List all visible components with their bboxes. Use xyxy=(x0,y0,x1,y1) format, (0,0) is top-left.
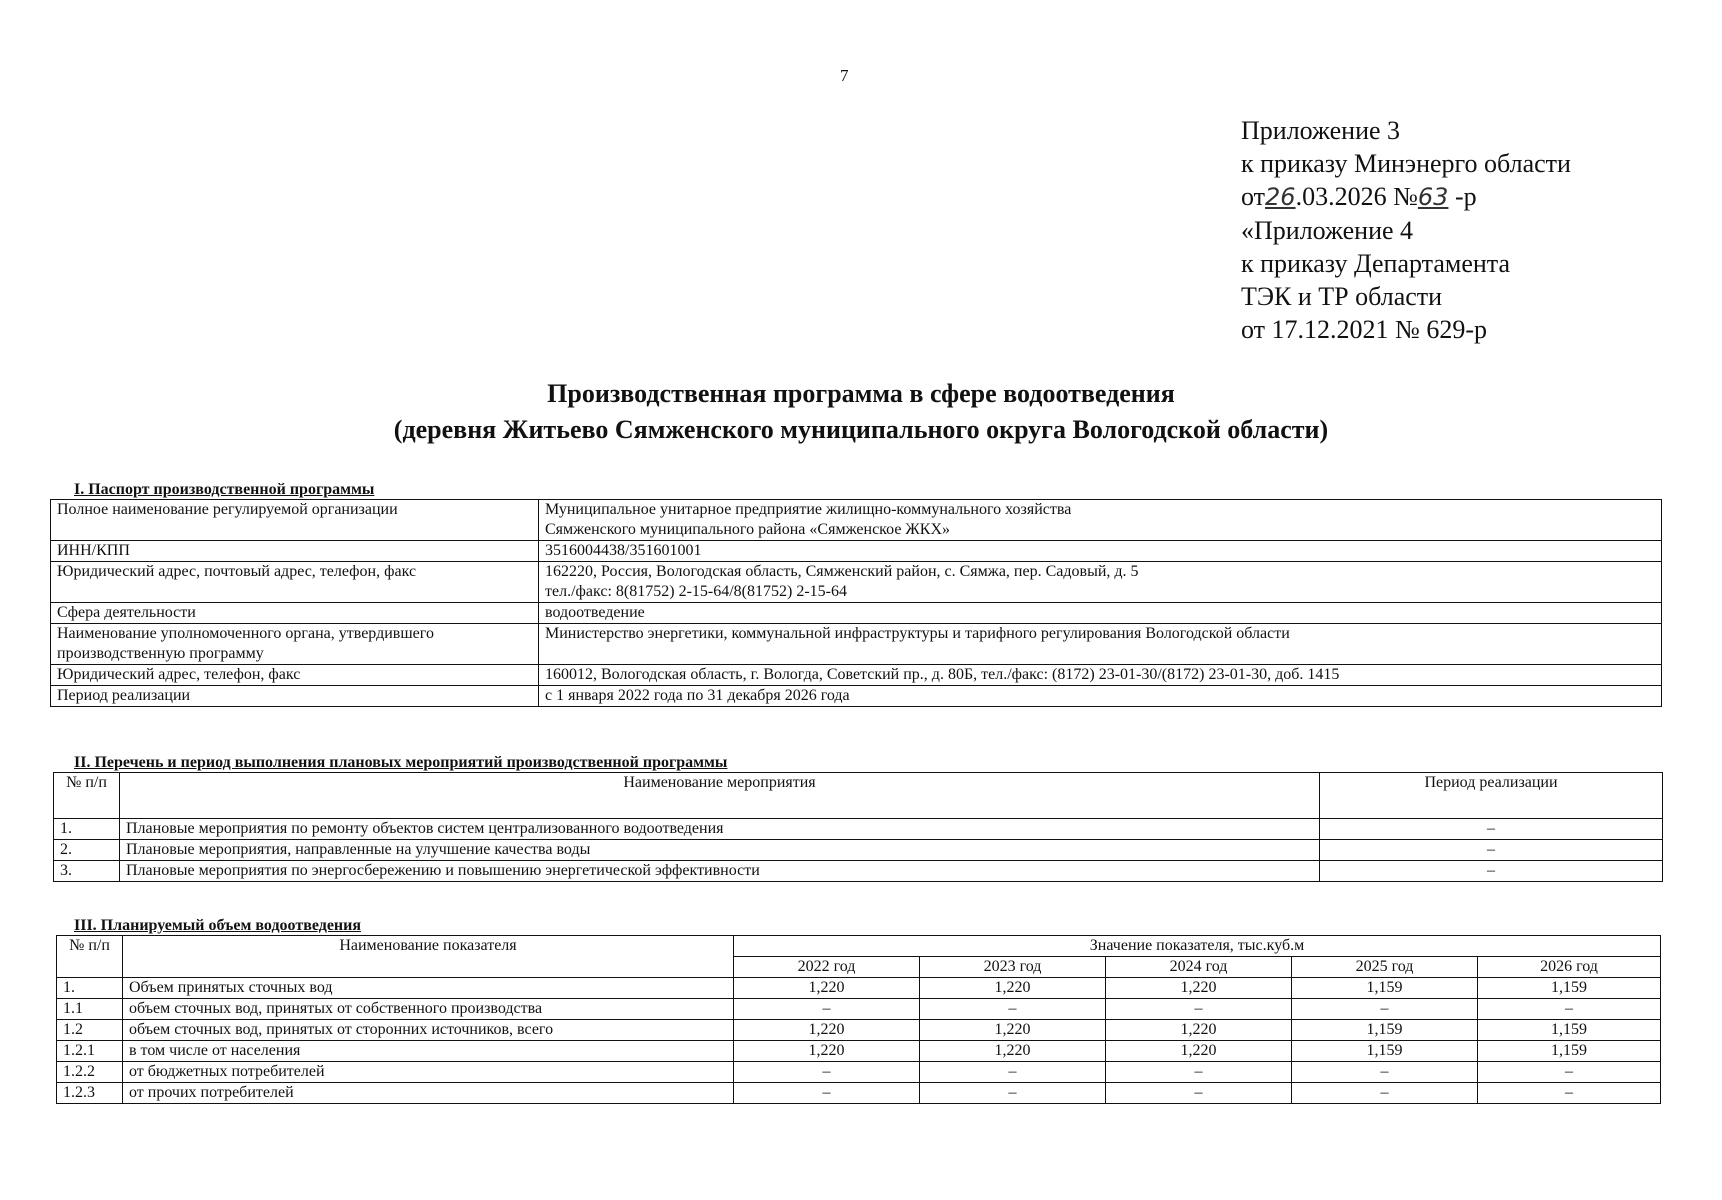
header-year: 2025 год xyxy=(1292,957,1478,978)
row-num: 1.2.2 xyxy=(57,1062,123,1083)
appendix-order-mid: .03.2026 № xyxy=(1295,182,1418,211)
row-value: 1,220 xyxy=(1106,1041,1292,1062)
passport-value: Министерство энергетики, коммунальной инфраструктуры и тарифного регулирования Вологодской области xyxy=(539,624,1662,665)
appendix-line: «Приложение 4 xyxy=(1241,216,1414,245)
row-value: – xyxy=(734,1083,920,1104)
row-name: Плановые мероприятия по ремонту объектов систем централизованного водоотведения xyxy=(120,819,1320,840)
passport-value: с 1 января 2022 года по 31 декабря 2026 года xyxy=(539,686,1662,707)
header-name: Наименование показателя xyxy=(123,936,734,978)
row-num: 1. xyxy=(57,978,123,999)
table-row xyxy=(57,978,1661,999)
appendix-order-suffix: -р xyxy=(1448,182,1477,211)
table-row xyxy=(57,999,1661,1020)
table-row xyxy=(51,562,1662,603)
row-name: Плановые мероприятия по энергосбережению и повышению энергетической эффективности xyxy=(120,861,1320,882)
table-row xyxy=(57,1083,1661,1104)
row-num: 1. xyxy=(54,819,120,840)
appendix-block xyxy=(1241,114,1571,346)
row-period: – xyxy=(1320,840,1663,861)
passport-label: Юридический адрес, телефон, факс xyxy=(51,665,539,686)
page-number: 7 xyxy=(840,66,849,85)
passport-table xyxy=(50,499,1662,707)
row-value: – xyxy=(734,999,920,1020)
row-value: 1,159 xyxy=(1478,1041,1661,1062)
passport-label: Сфера деятельности xyxy=(51,603,539,624)
row-value: 1,220 xyxy=(920,978,1106,999)
appendix-line: к приказу Минэнерго области xyxy=(1241,149,1571,178)
passport-value: 162220, Россия, Вологодская область, Сямженский район, с. Сямжа, пер. Садовый, д. 5 тел./факс: 8(81752) 2-15-64/8(81752) 2-15-64 xyxy=(539,562,1662,603)
row-value: – xyxy=(920,999,1106,1020)
table-row xyxy=(54,819,1663,840)
table-row xyxy=(57,1041,1661,1062)
handwritten-day: 26 xyxy=(1265,183,1296,211)
passport-value: 160012, Вологодская область, г. Вологда, Советский пр., д. 80Б, тел./факс: (8172) 23-01-30/(8172) 23-01-30, доб. 1415 xyxy=(539,665,1662,686)
row-num: 1.2 xyxy=(57,1020,123,1041)
row-value: 1,159 xyxy=(1478,978,1661,999)
row-value: – xyxy=(920,1083,1106,1104)
header-name: Наименование мероприятия xyxy=(120,773,1320,819)
row-value: – xyxy=(1106,999,1292,1020)
row-num: 1.1 xyxy=(57,999,123,1020)
table-row xyxy=(51,686,1662,707)
volume-table xyxy=(56,935,1661,1104)
row-value: 1,159 xyxy=(1292,1020,1478,1041)
row-name: от прочих потребителей xyxy=(123,1083,734,1104)
passport-value: 3516004438/351601001 xyxy=(539,541,1662,562)
section3-heading: III. Планируемый объем водоотведения xyxy=(74,917,362,934)
table-row xyxy=(51,665,1662,686)
row-value: 1,220 xyxy=(734,1020,920,1041)
header-year: 2022 год xyxy=(734,957,920,978)
row-value: 1,159 xyxy=(1292,978,1478,999)
row-num: 1.2.3 xyxy=(57,1083,123,1104)
section1-heading: I. Паспорт производственной программы xyxy=(74,481,375,498)
header-year: 2026 год xyxy=(1478,957,1661,978)
row-value: – xyxy=(1478,999,1661,1020)
table-row xyxy=(51,500,1662,541)
header-period: Период реализации xyxy=(1320,773,1663,819)
appendix-line: Приложение 3 xyxy=(1241,116,1401,145)
measures-table xyxy=(53,772,1663,882)
header-year: 2023 год xyxy=(920,957,1106,978)
row-period: – xyxy=(1320,861,1663,882)
row-value: – xyxy=(1106,1083,1292,1104)
appendix-line: от 17.12.2021 № 629-р xyxy=(1241,315,1487,344)
table-row xyxy=(51,541,1662,562)
passport-label: Период реализации xyxy=(51,686,539,707)
row-value: 1,159 xyxy=(1292,1041,1478,1062)
row-period: – xyxy=(1320,819,1663,840)
passport-label: Юридический адрес, почтовый адрес, телефон, факс xyxy=(51,562,539,603)
header-values: Значение показателя, тыс.куб.м xyxy=(734,936,1661,957)
row-num: 2. xyxy=(54,840,120,861)
document-title xyxy=(0,376,1722,448)
row-name: от бюджетных потребителей xyxy=(123,1062,734,1083)
row-value: 1,220 xyxy=(734,978,920,999)
row-value: – xyxy=(1478,1083,1661,1104)
passport-label: ИНН/КПП xyxy=(51,541,539,562)
handwritten-number: 63 xyxy=(1417,183,1449,211)
row-value: – xyxy=(1292,1062,1478,1083)
section2-heading: II. Перечень и период выполнения плановых мероприятий производственной программы xyxy=(74,754,728,771)
title-line-2: (деревня Житьево Сямженского муниципального округа Вологодской области) xyxy=(393,415,1329,444)
row-num: 3. xyxy=(54,861,120,882)
passport-value: водоотведение xyxy=(539,603,1662,624)
table-header-row xyxy=(57,936,1661,957)
passport-value: Муниципальное унитарное предприятие жилищно-коммунального хозяйства Сямженского муниципального района «Сямженское ЖКХ» xyxy=(539,500,1662,541)
appendix-line: к приказу Департамента xyxy=(1241,249,1511,278)
row-value: – xyxy=(1292,999,1478,1020)
appendix-order-prefix: от xyxy=(1241,182,1266,211)
table-header-row xyxy=(54,773,1663,819)
table-row xyxy=(57,1062,1661,1083)
header-num: № п/п xyxy=(57,936,123,978)
row-num: 1.2.1 xyxy=(57,1041,123,1062)
row-name: объем сточных вод, принятых от собственного производства xyxy=(123,999,734,1020)
row-name: объем сточных вод, принятых от сторонних источников, всего xyxy=(123,1020,734,1041)
row-value: 1,220 xyxy=(734,1041,920,1062)
row-value: – xyxy=(920,1062,1106,1083)
table-row xyxy=(51,624,1662,665)
row-value: – xyxy=(734,1062,920,1083)
row-value: 1,159 xyxy=(1478,1020,1661,1041)
appendix-line: ТЭК и ТР области xyxy=(1241,282,1443,311)
header-year: 2024 год xyxy=(1106,957,1292,978)
table-row xyxy=(54,861,1663,882)
row-name: Объем принятых сточных вод xyxy=(123,978,734,999)
passport-label: Полное наименование регулируемой организации xyxy=(51,500,539,541)
row-value: – xyxy=(1478,1062,1661,1083)
header-num: № п/п xyxy=(54,773,120,819)
row-value: 1,220 xyxy=(920,1041,1106,1062)
appendix-order-line xyxy=(1241,180,1571,214)
row-value: 1,220 xyxy=(1106,978,1292,999)
passport-label: Наименование уполномоченного органа, утвердившего производственную программу xyxy=(51,624,539,665)
table-row xyxy=(54,840,1663,861)
row-name: Плановые мероприятия, направленные на улучшение качества воды xyxy=(120,840,1320,861)
row-value: – xyxy=(1106,1062,1292,1083)
row-value: – xyxy=(1292,1083,1478,1104)
row-value: 1,220 xyxy=(920,1020,1106,1041)
row-name: в том числе от населения xyxy=(123,1041,734,1062)
title-line-1: Производственная программа в сфере водоотведения xyxy=(547,379,1175,408)
table-row xyxy=(51,603,1662,624)
row-value: 1,220 xyxy=(1106,1020,1292,1041)
table-row xyxy=(57,1020,1661,1041)
